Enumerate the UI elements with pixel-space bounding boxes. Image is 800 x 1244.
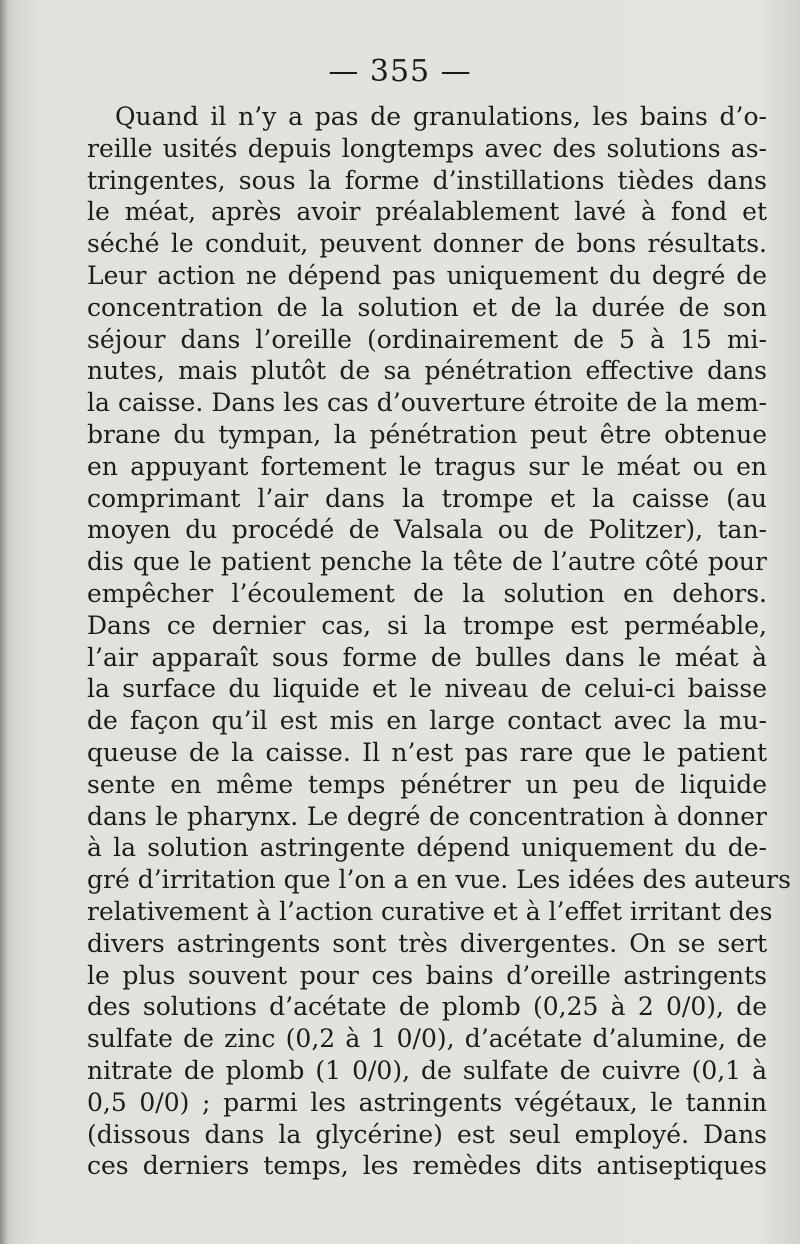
text-line: relativement à l’action curative et à l’effet irritant des: [87, 896, 773, 926]
text-line: brane du tympan, la pénétration peut être obtenue: [87, 419, 767, 449]
text-line: queuse de la caisse. Il n’est pas rare que le patient: [87, 737, 767, 767]
text-line: empêcher l’écoulement de la solution en dehors.: [87, 578, 767, 608]
page-number: — 355 —: [328, 54, 472, 89]
text-line: sulfate de zinc (0,2 à 1 0/0), d’acétate d’alumine, de: [87, 1024, 767, 1054]
text-line: ces derniers temps, les remèdes dits antiseptiques: [87, 1151, 767, 1181]
text-line: gré d’irritation que l’on a en vue. Les idées des auteurs: [87, 865, 791, 895]
body-text: [87, 101, 791, 1182]
text-line: nutes, mais plutôt de sa pénétration effective dans: [87, 356, 767, 386]
text-line: la surface du liquide et le niveau de celui-ci baisse: [87, 674, 767, 704]
text-line: moyen du procédé de Valsala ou de Politzer), tan-: [87, 515, 767, 545]
text-line: Quand il n’y a pas de granulations, les bains d’o-: [115, 102, 767, 131]
text-line: reille usités depuis longtemps avec des solutions as-: [87, 133, 767, 163]
text-line: 0,5 0/0) ; parmi les astringents végétaux, le tannin: [87, 1087, 767, 1117]
text-line: nitrate de plomb (1 0/0), de sulfate de cuivre (0,1 à: [87, 1055, 767, 1085]
text-line: concentration de la solution et de la durée de son: [87, 292, 767, 322]
text-line: Dans ce dernier cas, si la trompe est perméable,: [87, 610, 767, 640]
text-line: séché le conduit, peuvent donner de bons résultats.: [87, 229, 767, 259]
text-line: Leur action ne dépend pas uniquement du degré de: [87, 260, 767, 290]
text-line: le méat, après avoir préalablement lavé à fond et: [87, 197, 767, 227]
text-line: sente en même temps pénétrer un peu de liquide: [87, 769, 767, 799]
text-line: tringentes, sous la forme d’instillations tièdes dans: [87, 165, 767, 195]
text-line: dis que le patient penche la tête de l’autre côté pour: [87, 547, 767, 577]
text-line: le plus souvent pour ces bains d’oreille astringents: [87, 960, 767, 990]
text-line: divers astringents sont très divergentes. On se sert: [87, 928, 767, 958]
text-line: (dissous dans la glycérine) est seul employé. Dans: [87, 1119, 767, 1149]
text-line: séjour dans l’oreille (ordinairement de 5 à 15 mi-: [87, 324, 767, 354]
text-line: dans le pharynx. Le degré de concentration à donner: [87, 801, 767, 831]
text-line: à la solution astringente dépend uniquement du de-: [87, 833, 767, 863]
text-line: la caisse. Dans les cas d’ouverture étroite de la mem-: [87, 388, 767, 418]
text-line: en appuyant fortement le tragus sur le méat ou en: [87, 451, 767, 481]
binding-shadow: [0, 0, 8, 1244]
text-line: de façon qu’il est mis en large contact avec la mu-: [87, 706, 767, 736]
text-line: comprimant l’air dans la trompe et la caisse (au: [87, 483, 767, 513]
text-line: l’air apparaît sous forme de bulles dans le méat à: [87, 642, 767, 672]
text-line: des solutions d’acétate de plomb (0,25 à 2 0/0), de: [87, 992, 767, 1022]
